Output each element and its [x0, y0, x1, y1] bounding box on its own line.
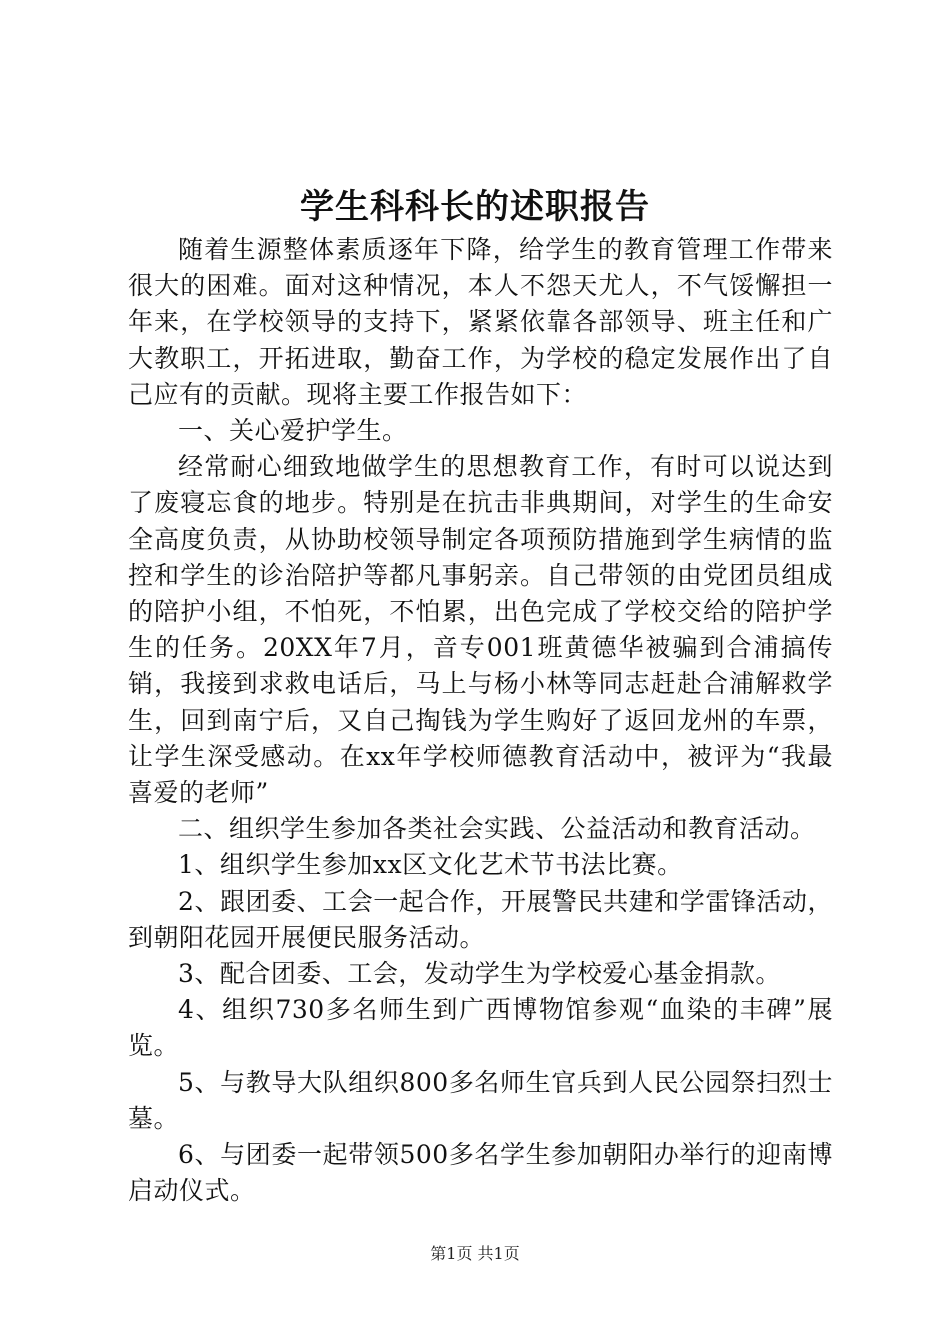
- section-heading-2: 二、组织学生参加各类社会实践、公益活动和教育活动。: [178, 814, 816, 844]
- list-item: 3、配合团委、工会，发动学生为学校爱心基金捐款。: [178, 959, 781, 989]
- paragraph-section-1: 经常耐心细致地做学生的思想教育工作，有时可以说达到了废寝忘食的地步。特别是在抗击非典期间，对学生的生命安全高度负责，从协助校领导制定各项预防措施到学生病情的监控和学生的诊治陪护等都凡事躬亲。自己带领的由党团员组成的陪护小组，不怕死，不怕累，出色完成了学校交给的陪护学生的任务。20XX年7月，音专001班黄德华被骗到合浦搞传销，我接到求救电话后，马上与杨小林等同志赶赴合浦解救学生，回到南宁后，又自己掏钱为学生购好了返回龙州的车票，让学生深受感动。在xx年学校师德教育活动中，被评为“我最喜爱的老师”: [128, 452, 833, 808]
- list-item: 6、与团委一起带领500多名学生参加朝阳办举行的迎南博启动仪式。: [128, 1140, 833, 1206]
- list-item: 1、组织学生参加xx区文化艺术节书法比赛。: [178, 850, 683, 880]
- document-body: [128, 232, 833, 1209]
- list-item: 2、跟团委、工会一起合作，开展警民共建和学雷锋活动，到朝阳花园开展便民服务活动。: [128, 886, 833, 952]
- list-item: 5、与教导大队组织800多名师生官兵到人民公园祭扫烈士墓。: [128, 1067, 833, 1133]
- section-heading-1: 一、关心爱护学生。: [178, 416, 408, 446]
- page-footer: 第1页 共1页: [430, 1244, 520, 1263]
- list-item: 4、组织730多名师生到广西博物馆参观“血染的丰碑”展览。: [128, 995, 833, 1061]
- paragraph-intro: 随着生源整体素质逐年下降，给学生的教育管理工作带来很大的困难。面对这种情况，本人不怨天尤人，不气馁懈担一年来，在学校领导的支持下，紧紧依靠各部领导、班主任和广大教职工，开拓进取，勤奋工作，为学校的稳定发展作出了自己应有的贡献。现将主要工作报告如下：: [128, 235, 833, 409]
- document-title: 学生科科长的述职报告: [300, 187, 650, 227]
